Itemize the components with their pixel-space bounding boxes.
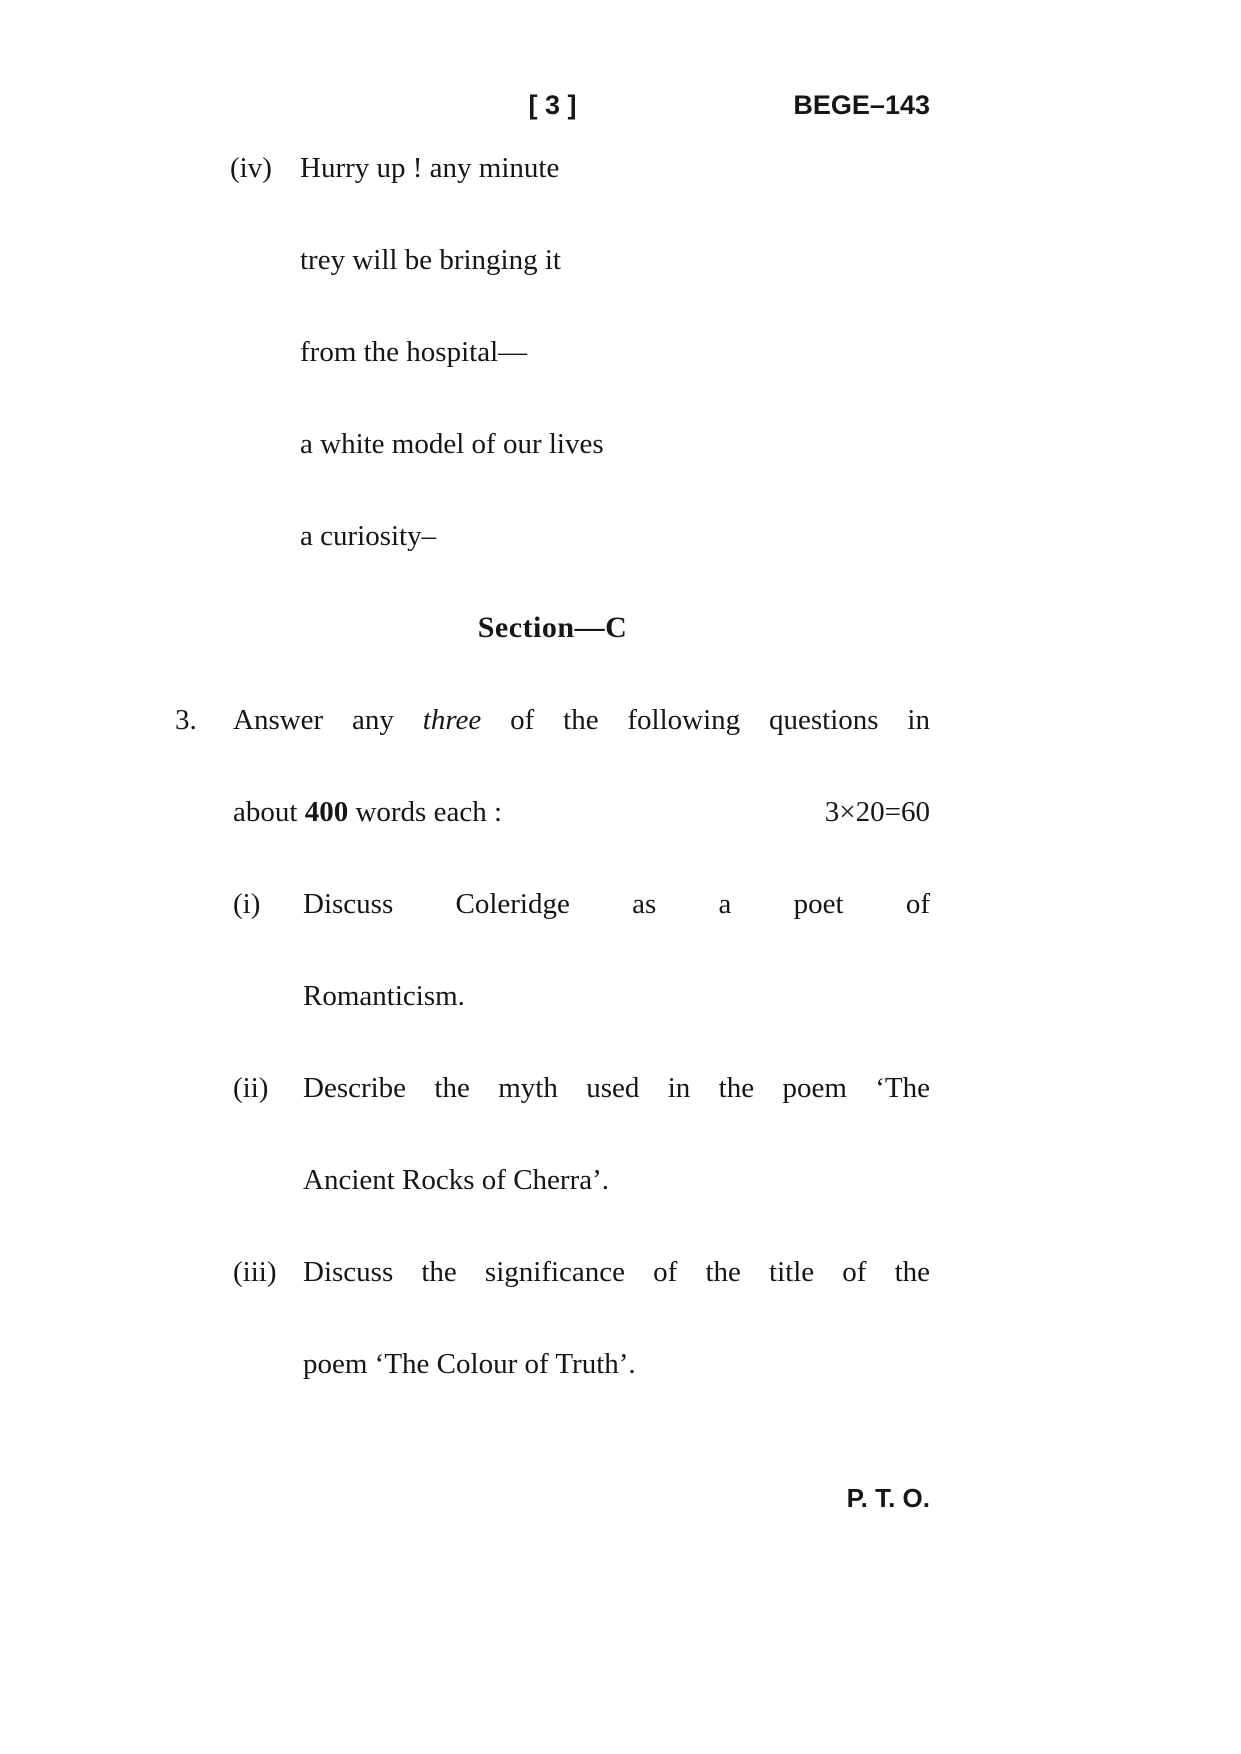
poem-line: from the hospital— (300, 336, 528, 368)
subquestion-label: (i) (233, 888, 261, 920)
poem-lines (300, 148, 930, 608)
question-3-body (233, 700, 930, 1436)
pto-footer: P. T. O. (846, 1483, 930, 1513)
question-3 (175, 700, 930, 1436)
intro-line2-left (233, 792, 502, 832)
question-3-intro-line1 (233, 700, 930, 740)
subquestion-line: Ancient Rocks of Cherra’. (303, 1164, 610, 1196)
intro-text: about (233, 796, 305, 828)
course-code: BEGE–143 (793, 90, 930, 120)
poem-item-iv (230, 148, 930, 608)
poem-line: a curiosity– (300, 520, 437, 552)
intro-italic-word: three (422, 704, 482, 736)
subquestion-body (303, 1068, 930, 1252)
subquestion-label: (iii) (233, 1256, 277, 1288)
poem-line: trey will be bringing it (300, 244, 561, 276)
subquestion-i (233, 884, 930, 1068)
poem-line: Hurry up ! any minute (300, 152, 560, 184)
subquestion-line: Discuss Coleridge as a poet of (303, 888, 930, 920)
intro-text: of the following questions in (481, 704, 930, 736)
question-3-intro-line2 (233, 792, 930, 832)
subquestion-line: Discuss the significance of the title of the (303, 1256, 930, 1288)
intro-bold-word: 400 (304, 796, 349, 828)
subquestion-line: Describe the myth used in the poem ‘The (303, 1072, 930, 1104)
subquestion-body (303, 884, 930, 1068)
poem-item-label: (iv) (230, 152, 272, 184)
page-header (175, 85, 930, 125)
question-number: 3. (175, 704, 197, 736)
subquestion-body (303, 1252, 930, 1436)
poem-line: a white model of our lives (300, 428, 604, 460)
subquestion-iii (233, 1252, 930, 1436)
subquestion-line: poem ‘The Colour of Truth’. (303, 1348, 636, 1380)
subquestion-label: (ii) (233, 1072, 269, 1104)
subquestion-ii (233, 1068, 930, 1252)
section-heading: Section—C (477, 611, 628, 644)
marks-scheme: 3×20=60 (824, 796, 930, 828)
intro-text: Answer any (233, 704, 423, 736)
subquestion-line: Romanticism. (303, 980, 465, 1012)
intro-text: words each : (348, 796, 502, 828)
page-number: [ 3 ] (528, 90, 577, 120)
